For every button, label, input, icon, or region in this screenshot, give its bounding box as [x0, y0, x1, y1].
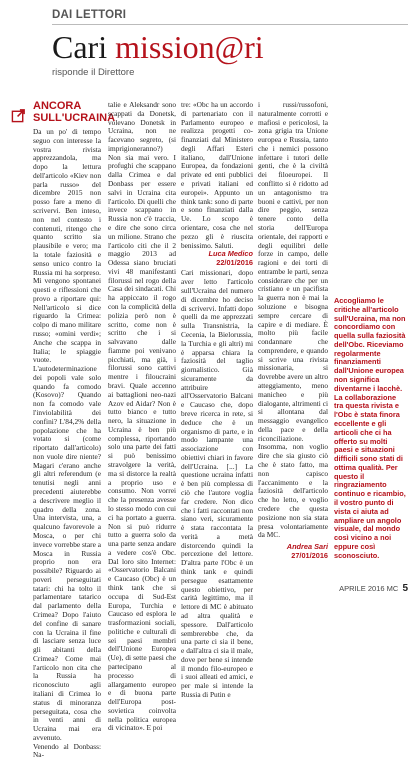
page-title	[52, 30, 264, 64]
share-arrow-icon[interactable]	[11, 108, 26, 123]
letter-text-1b: Venendo al Donbass: Na-	[33, 741, 101, 760]
signature-1-date: 22/01/2016	[216, 257, 253, 267]
title-main: Cari	[52, 29, 116, 65]
signature-2-name: Andrea Sari	[286, 542, 328, 552]
footer-magazine: MC	[386, 584, 399, 593]
section-label: DAI LETTORI	[52, 9, 127, 21]
letter-column-2	[108, 100, 176, 733]
footer-issue: APRILE 2016	[339, 584, 385, 593]
title-accent: mission@ri	[115, 29, 264, 65]
letter-column-1	[33, 100, 116, 760]
page-subtitle: risponde il Direttore	[52, 67, 135, 78]
section-divider	[52, 24, 408, 25]
page-number: 5	[402, 583, 408, 594]
editor-reply: Accogliamo le critiche all'articolo sull'Ucraina, ma non concordiamo con quella sulla faziosità dell'Obc. Riceviamo regolarmente finanziamenti dall'Unione europea non significa diventarne i lacchè. La collaborazione tra questa rivista e l'Obc è stata finora eccellente e gli articoli che ci ha offerto su molti paesi e situazioni difficili sono stati di ottima qualità. Per questo il ringraziamento continuo e ricambio, il vostro punto di vista ci aiuta ad ampliare un angolo visuale, dal mondo così vicino a noi eppure così sconosciuto.	[334, 296, 406, 560]
letter-text-3a: tre: «Obc ha un accordo di partenariato con il Parlamento europeo e realizza progetti co-finanziati dal Ministero degli Affari Esteri italiano, dall'Unione Europea, da fondazioni private ed enti pubblici e privati italiani ed europei». Appunto un think tank: sono di parte e sono finanziati dalla Ue. Lo scopo è orientare, cosa che nel pezzo gli è riuscita benissimo. Saluti.	[181, 100, 253, 250]
signature-2-date: 27/01/2016	[291, 550, 328, 560]
letter-column-4	[258, 101, 328, 579]
letter-column-3	[181, 100, 253, 699]
letter-text-1: Da un po' di tempo seguo con interesse la vostra rivista apprezzandola, ma dopo la lettura dell'articolo «Kiev non parla russo» del dicembre 2015 non posso fare a meno di scrivervi. Ben inteso, non nel contesto i contenuti, ritengo che quanto scritto sia plausibile e vero; ma la totale faziosità e senso unico contro la Russia mi ha sorpreso. Mi vengono spontanei questi e riflessioni che provo a riportare qui: Nell'articolo si dice riguardo la Crimea: colpo di mano militare russo; «omini verdi»; Anche che scappa in Italia; le spiaggie vuote. L'autodeterminazione dei popoli vale solo quando fa comodo (Kosovo)? Quando non fa comodo vale l'inviolabilità dei confini? L'84,2% della popolazione che ha votato si (come riportato dall'articolo) non vuole dire niente? Magari c'erano anche gli altri referendum (e tenutisi negli anni precedenti aiuterebbe a descrivere meglio il quadro della zona. Una intervista, una, a qualcuno favorevole a Mosca, o per chi invece vorrebbe stare a Mosca in Russia proprio non era possibile? Riguardo ai poveri perseguitati tatari: chi ha tolto il parlamentare tatarico dal parlamento della Crimea? Dopo l'aiuto del confine di sanare con la Ucraina il fine di lasciare senza luce gli abitanti della Crimea? Come mai l'articolo non cita che la Russia ha riconosciuto agli italiani di Crimea lo status di minoranza perseguitata, cosa che in venti anni di Ucraina mai era avvenuto.	[33, 127, 101, 742]
letter-text-2: talie e Aleksandr sono scappati da Donetsk, volevano Donetsk in Ucraina, non ne facevano segreto, (si imprigioneranno?) Non sia mai vero. I profughi che scappano dalla Crimea e dal Donbass per essere salvi in Ucraina cita l'articolo. Di quelli che invece scappano in Russia non c'è traccia, e dire che sono circa un milione. Strano che l'articolo citi che il 2 maggio 2013 ad Odessa siano bruciati vivi 48 manifestanti filorussi nel rogo della Casa dei sindacati. Chi ha appiccato il rogo con la complicità della polizia però non è scritto, come non è scritto che i si salvavano dalle fiamme poi venivano picchiati, ma già, i filorussi sono cattivi mentre i filoucraini bravi. Quale accenno ai battaglioni neo-nazi Azov ed Aidar? Non è tutto bianco e tutto nero, la situazione in Ucraina è ben più complessa, riportando solo una parte dei fatti si può benissimo stravolgere la verità, ma si distorce la realtà a proprio uso e consumo. Non vorrei che la presenza avesse lo stesso modo con cui ci ha portato a guerra. Non si può ridurre tutto a guerra solo da una parte senza andare a vedere cos'è Obc. Dal loro sito Internet: «Osservatorio Balcani e Caucaso (Obc) è un think tank che si occupa di Sud-Est Europa, Turchia e Caucaso ed esplora le trasformazioni sociali, politiche e culturali di sei paesi membri dell'Unione Europea (Ue), di sette paesi che partecipano al processo di allargamento europeo e di buona parte dell'Europa post-sovietica coinvolta nella politica europea di vicinato». E poi	[108, 100, 176, 733]
signature-1-name: Luca Medico	[208, 249, 253, 259]
editor-reply-column	[334, 101, 406, 579]
letter-text-3b: Cari missionari, dopo aver letto l'articolo sull'Ucraina del numero di dicembre ho deciso di scrivervi. Infatti dopo quelli da me apprezzati sulla Transnistria, la Cecenia, la Bielorussia, la Turchia e gli altri) mi è apparsa chiara la faziosità del taglio giornalistico. Già sicuramente da attribuire all'Osservatorio Balcani e Caucaso che, dopo breve ricerca in rete, si deduce che è un organismo di parte, e in modo lampante una associazione con obiettivi chiari in favore dell'Ucraina. [...] La questione ucraina infatti è ben più complessa di ciò che l'autore voglia far credere. Non dico che i fatti raccontati non siano veri, sicuramente è stata raccontata la verità a metà distorcendo quindi la percezione del lettore. D'altra parte l'Obc è un think tank e quindi persegue esattamente questo obiettivo, per carità legittimo, ma il lettore di MC è abituato ad altra qualità e spessore. Dall'articolo sembrerebbe che, da una parte ci sia il bene, e dall'altra ci sia il male, dove per bene si intende il mondo filo-europeo e i suoi alleati ed amici, e per male si intende la Russia di Putin e	[181, 268, 253, 699]
letter-title: ANCORA SULL'UCRAINA	[33, 100, 116, 124]
letter-text-4: i russi/russofoni, naturalmente corrotti e mafiosi e pericolosi, la zona grigia tra Unione europea e Russia, tanto che i nemici possono infettare i tutori delle genti, che è la civiltà dei filoeuropei. Il conflitto si è ridotto ad un antagonismo tra buoni e cattivi, per non dire peggio, senza tenere conto della storia dell'Europa orientale, dei rapporti e degli equilibri delle forze in campo, delle ragioni e dei torti di entrambe le parti, senza considerare che per un cristiano e un pacifista la guerra non è mai la soluzione e bisogna sempre cercare di capire e di mediare. È molto più facile condannare che comprendere, e quando si scrive una rivista missionaria, si dovrebbe avere un altro atteggiamento, meno manicheo e più dialogante, altrimenti ci si allontana dal messaggio evangelico della pace e della riconciliazione. Insomma, non voglio dire che sia giusto ciò che è stato fatto, ma non capisco l'accanimento e la faziosità dell'articolo che ho letto, e voglio credere che questa posizione non sia stata presa volontariamente da MC.	[258, 100, 328, 540]
page-footer	[339, 583, 408, 594]
